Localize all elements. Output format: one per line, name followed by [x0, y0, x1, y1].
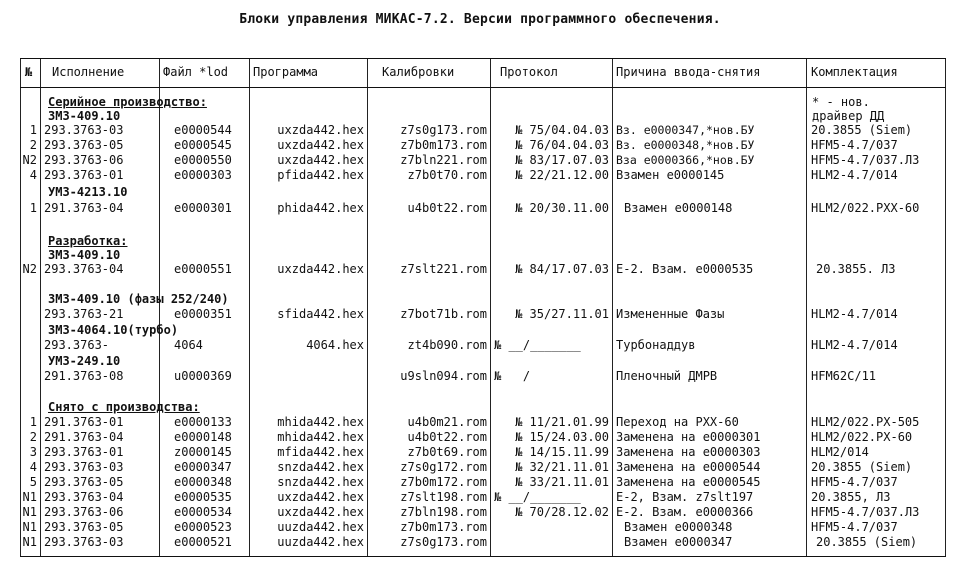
row-kit: 20.3855 (Siem)	[811, 123, 913, 137]
row-number: 2	[29, 430, 37, 444]
row-file: e0000351	[174, 307, 232, 321]
row-kit: HLM2-4.7/014	[811, 168, 898, 182]
document-title: Блоки управления МИКАС-7.2. Версии программного обеспечения.	[239, 12, 721, 27]
header-reason: Причина ввода-снятия	[616, 65, 761, 79]
section-development-label: Разработка:	[48, 234, 128, 248]
row-protocol: № 15/24.03.00	[515, 430, 609, 444]
row-protocol: № 20/30.11.00	[515, 201, 609, 215]
row-reason: Измененные Фазы	[616, 307, 725, 321]
row-file: e0000551	[174, 262, 232, 276]
row-kit: HFM5-4.7/037.ЛЗ	[811, 153, 920, 167]
section-removed-label: Снято с производства:	[48, 400, 200, 414]
table-row	[20, 430, 946, 445]
row-kit: HLM2/022.PXX-60	[811, 201, 920, 215]
table-row	[20, 445, 946, 460]
header-divider	[20, 87, 946, 88]
row-protocol: № 35/27.11.01	[515, 307, 609, 321]
row-number: 1	[29, 201, 37, 215]
row-protocol: № 84/17.07.03	[515, 262, 609, 276]
serial-note-line2: драйвер ДД	[812, 109, 885, 123]
row-file: e0000348	[174, 475, 232, 489]
row-number: N1	[22, 520, 37, 534]
row-program: uxzda442.hex	[277, 138, 364, 152]
row-calibration: z7b0m172.rom	[400, 475, 487, 489]
row-reason: Вза e0000366,*нов.БУ	[616, 153, 755, 167]
row-version: 291.3763-08	[44, 369, 124, 383]
row-file: e0000148	[174, 430, 232, 444]
row-file: e0000347	[174, 460, 232, 474]
row-number: 4	[29, 460, 37, 474]
row-calibration: u4b0t22.rom	[407, 430, 487, 444]
row-number: N1	[22, 535, 37, 549]
row-version: 293.3763-04	[44, 262, 124, 276]
row-calibration: u4b0m21.rom	[407, 415, 487, 429]
row-version: 293.3763-05	[44, 475, 124, 489]
row-file: e0000545	[174, 138, 232, 152]
row-version: 293.3763-03	[44, 535, 124, 549]
row-file: e0000544	[174, 123, 232, 137]
row-kit: 20.3855 (Siem)	[811, 460, 913, 474]
table-row	[20, 201, 946, 216]
section-serial-label: Серийное производство:	[48, 95, 207, 109]
row-calibration: z7bot71b.rom	[400, 307, 487, 321]
row-version: 293.3763-01	[44, 445, 124, 459]
engine-group-label: УМЗ-4213.10	[48, 185, 128, 199]
row-protocol: № 33/21.11.01	[515, 475, 609, 489]
row-version: 291.3763-01	[44, 415, 124, 429]
row-reason: Е-2, Взам. z7slt197	[616, 490, 754, 504]
row-calibration: z7b0m173.rom	[400, 520, 487, 534]
row-version: 291.3763-04	[44, 201, 124, 215]
row-program: mhida442.hex	[277, 415, 364, 429]
row-program: 4064.hex	[306, 338, 364, 352]
row-number: N1	[22, 505, 37, 519]
table-row	[20, 262, 946, 277]
row-version: 291.3763-04	[44, 430, 124, 444]
row-program: snzda442.hex	[277, 460, 364, 474]
row-kit: 20.3855 (Siem)	[816, 535, 918, 549]
table-row	[20, 535, 946, 550]
row-kit: HFM5-4.7/037	[811, 138, 898, 152]
row-kit: HFM62C/11	[811, 369, 877, 383]
row-version: 293.3763-06	[44, 505, 124, 519]
row-version: 293.3763-	[44, 338, 110, 352]
table-row	[20, 307, 946, 322]
row-number: N2	[22, 153, 37, 167]
row-program: phida442.hex	[277, 201, 364, 215]
header-protocol: Протокол	[500, 65, 558, 79]
header-kit: Комплектация	[811, 65, 898, 79]
row-reason: Турбонаддув	[616, 338, 696, 352]
row-file: u0000369	[174, 369, 232, 383]
row-protocol: № __/_______	[494, 338, 581, 352]
row-kit: HFM5-4.7/037	[811, 475, 898, 489]
row-version: 293.3763-06	[44, 153, 124, 167]
row-reason: Заменена на e0000301	[616, 430, 761, 444]
row-reason: Пленочный ДМРВ	[616, 369, 718, 383]
table-row	[20, 369, 946, 384]
table-row	[20, 505, 946, 520]
engine-group-label: ЗМЗ-409.10	[48, 109, 121, 123]
row-kit: HLM2/014	[811, 445, 869, 459]
row-calibration: u9sln094.rom	[400, 369, 487, 383]
row-protocol: № 70/28.12.02	[515, 505, 609, 519]
row-file: e0000303	[174, 168, 232, 182]
row-kit: 20.3855, ЛЗ	[811, 490, 891, 504]
row-number: 1	[29, 123, 37, 137]
row-reason: Заменена на e0000544	[616, 460, 761, 474]
row-protocol: № 11/21.01.99	[515, 415, 609, 429]
row-version: 293.3763-21	[44, 307, 124, 321]
row-reason: Е-2. Взам. e0000366	[616, 505, 754, 519]
row-kit: HLM2-4.7/014	[811, 338, 898, 352]
header-program: Программа	[253, 65, 319, 79]
engine-group-label: ЗМЗ-409.10	[48, 248, 121, 262]
row-number: N2	[22, 262, 37, 276]
row-program: uxzda442.hex	[277, 153, 364, 167]
row-program: uxzda442.hex	[277, 262, 364, 276]
row-kit: HLM2/022.PX-505	[811, 415, 920, 429]
row-reason: Взамен e0000145	[616, 168, 725, 182]
row-number: 2	[29, 138, 37, 152]
row-reason: Заменена на e0000545	[616, 475, 761, 489]
row-program: pfida442.hex	[277, 168, 364, 182]
row-file: e0000133	[174, 415, 232, 429]
row-kit: 20.3855. ЛЗ	[816, 262, 896, 276]
table-row	[20, 475, 946, 490]
engine-group-label: ЗМЗ-409.10 (фазы 252/240)	[48, 292, 229, 306]
row-calibration: z7b0m173.rom	[400, 138, 487, 152]
row-calibration: z7b0t70.rom	[407, 168, 487, 182]
table-row	[20, 490, 946, 505]
row-protocol: № 22/21.12.00	[515, 168, 609, 182]
row-version: 293.3763-03	[44, 123, 124, 137]
row-kit: HFM5-4.7/037.ЛЗ	[811, 505, 920, 519]
table-row	[20, 168, 946, 183]
row-version: 293.3763-05	[44, 138, 124, 152]
row-file: e0000550	[174, 153, 232, 167]
row-calibration: z7bln198.rom	[400, 505, 487, 519]
header-num: №	[25, 65, 33, 79]
row-number: N1	[22, 490, 37, 504]
row-reason: Вз. e0000348,*нов.БУ	[616, 138, 755, 152]
row-protocol: № __/_______	[494, 490, 581, 504]
row-calibration: z7slt221.rom	[400, 262, 487, 276]
engine-group-label: УМЗ-249.10	[48, 354, 121, 368]
row-number: 4	[29, 168, 37, 182]
row-program: uuzda442.hex	[277, 535, 364, 549]
table-row	[20, 338, 946, 353]
row-version: 293.3763-03	[44, 460, 124, 474]
row-file: e0000521	[174, 535, 232, 549]
row-program: sfida442.hex	[277, 307, 364, 321]
row-version: 293.3763-05	[44, 520, 124, 534]
table-row	[20, 123, 946, 138]
row-program: mhida442.hex	[277, 430, 364, 444]
row-calibration: z7b0t69.rom	[407, 445, 487, 459]
table-row	[20, 138, 946, 153]
row-reason: Взамен e0000348	[624, 520, 733, 534]
row-calibration: z7s0g173.rom	[400, 535, 487, 549]
row-calibration: u4b0t22.rom	[407, 201, 487, 215]
row-reason: Взамен e0000148	[624, 201, 733, 215]
row-file: e0000535	[174, 490, 232, 504]
row-program: uxzda442.hex	[277, 123, 364, 137]
row-calibration: z7slt198.rom	[400, 490, 487, 504]
header-file: Файл *lod	[163, 65, 229, 79]
row-program: uuzda442.hex	[277, 520, 364, 534]
row-calibration: zt4b090.rom	[407, 338, 487, 352]
row-calibration: z7bln221.rom	[400, 153, 487, 167]
row-reason: Е-2. Взам. e0000535	[616, 262, 754, 276]
row-file: e0000523	[174, 520, 232, 534]
row-number: 5	[29, 475, 37, 489]
row-calibration: z7s0g173.rom	[400, 123, 487, 137]
table-row	[20, 415, 946, 430]
row-kit: HLM2-4.7/014	[811, 307, 898, 321]
row-version: 293.3763-01	[44, 168, 124, 182]
row-reason: Вз. e0000347,*нов.БУ	[616, 123, 755, 137]
row-program: uxzda442.hex	[277, 505, 364, 519]
row-protocol: № 75/04.04.03	[515, 123, 609, 137]
row-file: 4064	[174, 338, 203, 352]
row-file: e0000534	[174, 505, 232, 519]
row-program: uxzda442.hex	[277, 490, 364, 504]
row-file: e0000301	[174, 201, 232, 215]
serial-note-line1: * - нов.	[812, 95, 870, 109]
header-version: Исполнение	[52, 65, 125, 79]
header-calibrations: Калибровки	[382, 65, 455, 79]
row-protocol: № 83/17.07.03	[515, 153, 609, 167]
row-number: 3	[29, 445, 37, 459]
table-row	[20, 520, 946, 535]
row-reason: Переход на PXX-60	[616, 415, 739, 429]
table-row	[20, 153, 946, 168]
versions-table	[20, 58, 946, 557]
row-protocol: № 76/04.04.03	[515, 138, 609, 152]
row-reason: Взамен e0000347	[624, 535, 733, 549]
table-row	[20, 460, 946, 475]
row-program: snzda442.hex	[277, 475, 364, 489]
row-reason: Заменена на e0000303	[616, 445, 761, 459]
engine-group-label: ЗМЗ-4064.10(турбо)	[48, 323, 179, 337]
row-kit: HFM5-4.7/037	[811, 520, 898, 534]
row-protocol: № 32/21.11.01	[515, 460, 609, 474]
row-protocol: № 14/15.11.99	[515, 445, 609, 459]
row-file: z0000145	[174, 445, 232, 459]
row-protocol: № /	[494, 369, 531, 383]
row-version: 293.3763-04	[44, 490, 124, 504]
row-kit: HLM2/022.PX-60	[811, 430, 913, 444]
row-calibration: z7s0g172.rom	[400, 460, 487, 474]
row-program: mfida442.hex	[277, 445, 364, 459]
row-number: 1	[29, 415, 37, 429]
